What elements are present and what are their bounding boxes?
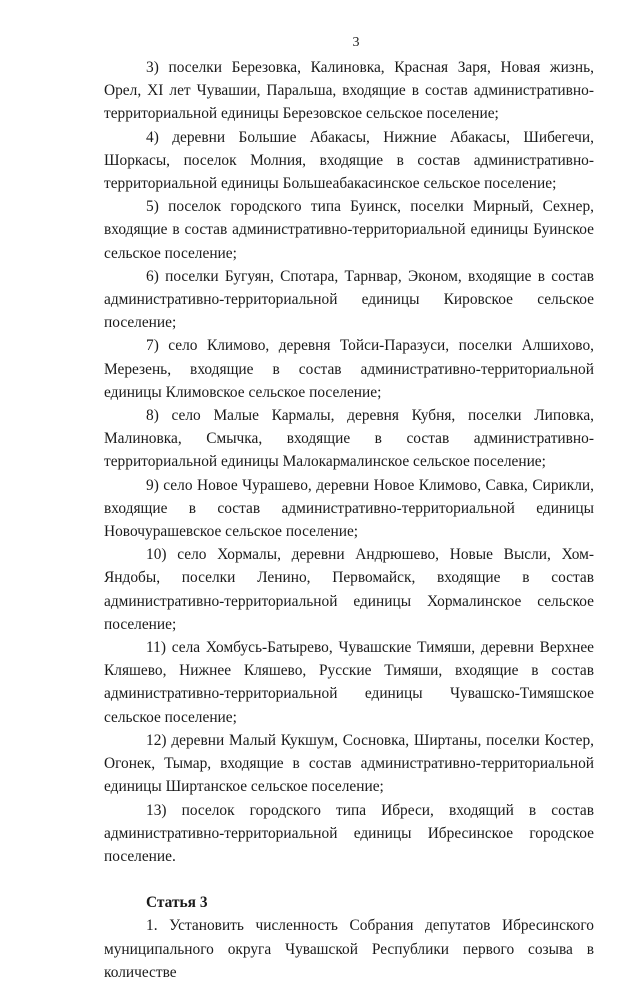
list-item-10: 10) село Хормалы, деревни Андрюшево, Новые Высли, Хом-Яндобы, поселки Ленино, Первомайск, входящие в состав административно-территориальной единицы Хормалинское сельское поселение; xyxy=(104,546,594,633)
list-item-8: 8) село Малые Кармалы, деревня Кубня, поселки Липовка, Малиновка, Смычка, входящие в состав административно-территориальной единицы Малокармалинское сельское поселение; xyxy=(104,407,594,471)
page-number: 3 xyxy=(352,35,360,50)
article-heading: Статья 3 xyxy=(146,894,208,912)
list-item-5: 5) поселок городского типа Буинск, поселки Мирный, Сехнер, входящие в состав административно-территориальной единицы Буинское сельское поселение; xyxy=(104,198,594,262)
list-item-7: 7) село Климово, деревня Тойси-Паразуси, поселки Алшихово, Мерезень, входящие в состав административно-территориальной единицы Климовское сельское поселение; xyxy=(104,337,594,401)
list-item-3: 3) поселки Березовка, Калиновка, Красная Заря, Новая жизнь, Орел, XI лет Чувашии, Паральша, входящие в состав административно-территориальной единицы Березовское сельское поселение; xyxy=(104,59,594,123)
list-item-11: 11) села Хомбусь-Батырево, Чувашские Тимяши, деревни Верхнее Кляшево, Нижнее Кляшево, Русские Тимяши, входящие в состав административно-территориальной единицы Чувашско-Тимяшское сельское поселение; xyxy=(104,639,594,726)
section-spacer xyxy=(104,868,594,891)
article-paragraph: 1. Установить численность Собрания депутатов Ибресинского муниципального округа Чувашской Республики первого созыва в количестве xyxy=(104,917,594,981)
list-item-4: 4) деревни Большие Абакасы, Нижние Абакасы, Шибегечи, Шоркасы, поселок Молния, входящие в состав административно-территориальной единицы Большеабакасинское сельское поселение; xyxy=(104,128,594,193)
list-item-13: 13) поселок городского типа Ибреси, входящий в состав административно-территориальной единицы Ибресинское городское поселение. xyxy=(104,801,594,865)
list-item-12: 12) деревни Малый Кукшум, Сосновка, Ширтаны, поселки Костер, Огонек, Тымар, входящие в состав административно-территориальной единицы Ширтанское сельское поселение; xyxy=(104,731,594,796)
list-item-9: 9) село Новое Чурашево, деревни Новое Климово, Савка, Сирикли, входящие в состав административно-территориальной единицы Новочурашевское сельское поселение; xyxy=(104,476,594,541)
list-item-6: 6) поселки Бугуян, Спотара, Тарнвар, Эконом, входящие в состав административно-территориальной единицы Кировское сельское поселение; xyxy=(104,267,594,332)
